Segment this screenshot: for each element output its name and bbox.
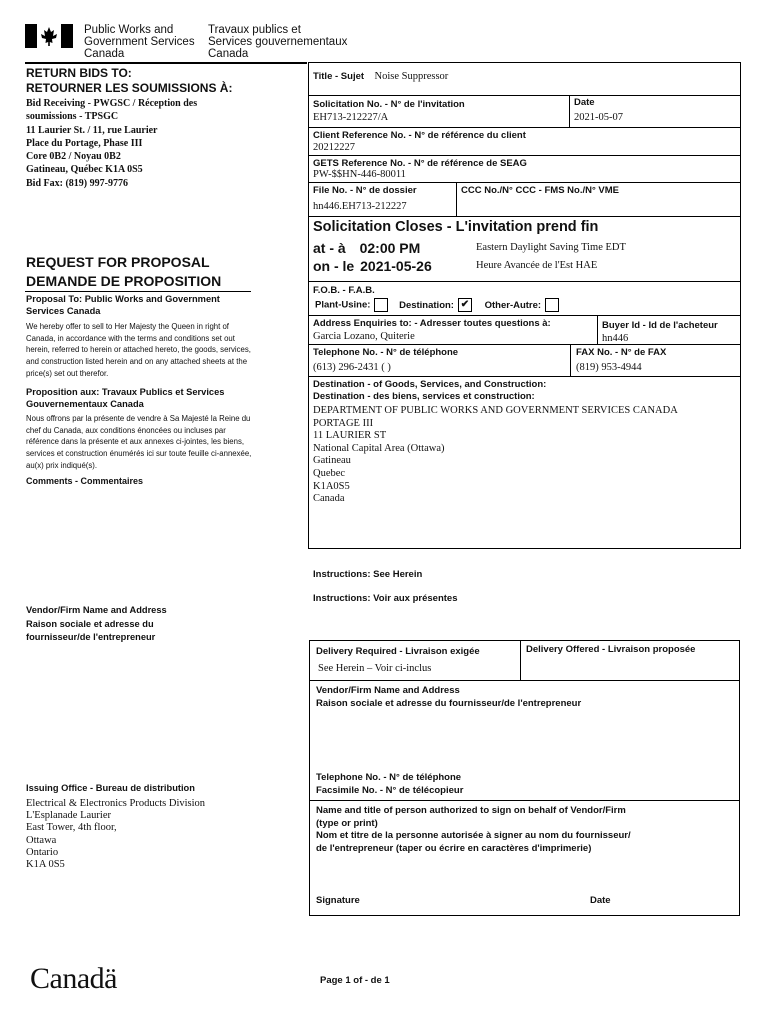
signature-label: Signature bbox=[316, 895, 360, 906]
row-divider bbox=[309, 680, 740, 681]
address-enquiries-value: Garcia Lozano, Quiterie bbox=[313, 331, 415, 342]
destination-line: 11 LAURIER ST bbox=[313, 430, 387, 442]
destination-line: Canada bbox=[313, 493, 345, 505]
signer-label-line: Nom et titre de la personne autorisée à signer au nom du fournisseur/ bbox=[316, 830, 631, 841]
col-divider bbox=[456, 182, 457, 217]
telephone-label: Telephone No. - N° de téléphone bbox=[313, 347, 459, 358]
issuing-line: Ottawa bbox=[26, 834, 57, 846]
address-line: Core 0B2 / Noyau 0B2 bbox=[26, 151, 121, 163]
fax-label: FAX No. - N° de FAX bbox=[576, 347, 667, 358]
row-divider bbox=[308, 155, 741, 156]
divider bbox=[25, 291, 251, 292]
gets-value: PW-$$HN-446-80011 bbox=[313, 169, 406, 180]
page-number: Page 1 of - de 1 bbox=[320, 975, 390, 986]
destination-line: PORTAGE III bbox=[313, 417, 374, 429]
destination-line: Quebec bbox=[313, 467, 346, 479]
buyer-id-value: hn446 bbox=[602, 333, 629, 344]
vendor-label-line: Vendor/Firm Name and Address bbox=[316, 685, 460, 696]
vendor-name-input[interactable] bbox=[314, 714, 734, 766]
closing-date: 2021-05-26 bbox=[360, 258, 432, 274]
department-name-fr bbox=[208, 24, 347, 60]
instructions-fr: Instructions: Voir aux présentes bbox=[313, 593, 458, 604]
issuing-line: East Tower, 4th floor, bbox=[26, 822, 117, 834]
client-ref-label: Client Reference No. - N° de référence du client bbox=[313, 130, 526, 141]
return-bids-title-en: RETURN BIDS TO: bbox=[26, 66, 132, 80]
return-bids-address bbox=[26, 97, 197, 190]
dept-fr-line: Travaux publics et bbox=[208, 24, 301, 36]
file-value: hn446.EH713-212227 bbox=[313, 201, 407, 212]
vendor-left-line: fournisseur/de l'entrepreneur bbox=[26, 632, 156, 642]
title-field bbox=[313, 66, 448, 84]
signer-label-line: de l'entrepreneur (taper ou écrire en caractères d'imprimerie) bbox=[316, 842, 592, 854]
address-line: 11 Laurier St. / 11, rue Laurier bbox=[26, 124, 158, 136]
issuing-line: Ontario bbox=[26, 846, 59, 858]
plant-checkbox[interactable] bbox=[374, 298, 388, 312]
dept-en-line: Canada bbox=[84, 48, 125, 60]
row-divider bbox=[308, 182, 741, 183]
col-divider bbox=[570, 344, 571, 377]
vendor-left-line: Raison sociale et adresse du bbox=[26, 618, 154, 629]
signer-label-line: Name and title of person authorized to sign on behalf of Vendor/Firm bbox=[316, 805, 626, 816]
solicitation-label: Solicitation No. - N° de l'invitation bbox=[313, 99, 465, 110]
title-label: Title - Sujet bbox=[313, 71, 365, 82]
row-divider bbox=[308, 376, 741, 377]
comments-label: Comments - Commentaires bbox=[26, 476, 144, 486]
on-label: on - le bbox=[313, 258, 355, 274]
delivery-offered-label: Delivery Offered - Livraison proposée bbox=[526, 644, 696, 655]
fob-options bbox=[315, 298, 559, 312]
header-rule bbox=[25, 62, 307, 64]
row-divider bbox=[308, 95, 741, 96]
address-line: Place du Portage, Phase III bbox=[26, 137, 143, 149]
address-line: soumissions - TPSGC bbox=[26, 111, 119, 123]
col-divider bbox=[569, 95, 570, 127]
destination-address bbox=[313, 405, 678, 506]
fax-value: (819) 953-4944 bbox=[576, 362, 642, 373]
dept-en-line: Government Services bbox=[84, 36, 195, 48]
client-ref-value: 20212227 bbox=[313, 142, 355, 153]
file-label: File No. - N° de dossier bbox=[313, 185, 417, 196]
tz-en: Eastern Daylight Saving Time EDT bbox=[476, 242, 626, 253]
vendor-telephone-label: Telephone No. - N° de téléphone bbox=[316, 772, 462, 783]
address-line: Bid Fax: (819) 997-9776 bbox=[26, 177, 128, 189]
department-name-en bbox=[84, 24, 195, 60]
canada-flag-icon bbox=[25, 24, 73, 48]
vendor-name-label bbox=[316, 684, 581, 710]
dept-en-line: Public Works and bbox=[84, 24, 174, 36]
vendor-fax-label: Facsimile No. - N° de télécopieur bbox=[316, 785, 464, 796]
row-divider bbox=[308, 344, 741, 345]
issuing-line: L'Esplanade Laurier bbox=[26, 810, 111, 822]
ccc-label: CCC No./N° CCC - FMS No./N° VME bbox=[461, 185, 620, 196]
vendor-label-line: Raison sociale et adresse du fournisseur/de l'entrepreneur bbox=[316, 698, 582, 709]
issuing-line: Electrical & Electronics Products Division bbox=[26, 798, 206, 809]
address-line: Bid Receiving - PWGSC / Réception des bbox=[26, 98, 198, 109]
signature-date-label: Date bbox=[590, 895, 611, 906]
rfp-title-en: REQUEST FOR PROPOSAL bbox=[26, 254, 210, 270]
delivery-required-value: See Herein – Voir ci-inclus bbox=[318, 663, 432, 674]
tz-fr: Heure Avancée de l'Est HAE bbox=[476, 260, 598, 271]
vendor-contact-label bbox=[316, 771, 463, 797]
vendor-left-line: Vendor/Firm Name and Address bbox=[26, 605, 167, 615]
offer-text-en: We hereby offer to sell to Her Majesty the Queen in right of Canada, in accordance with the terms and conditions set out herein, referred to herein or attached hereto, the goods, services, and construction listed herein and on any attached sheets at the price(s) set out therefor. bbox=[26, 322, 251, 378]
dept-fr-line: Canada bbox=[208, 48, 249, 60]
fob-label: F.O.B. - F.A.B. bbox=[313, 285, 375, 296]
address-line: Gatineau, Québec K1A 0S5 bbox=[26, 164, 143, 176]
row-divider bbox=[308, 315, 741, 316]
telephone-value: (613) 296-2431 ( ) bbox=[313, 362, 391, 373]
proposal-to: Proposal To: Public Works and Government Services Canada bbox=[26, 294, 220, 316]
destination-label: Destination: bbox=[399, 299, 454, 311]
destination-line: DEPARTMENT OF PUBLIC WORKS AND GOVERNMENT SERVICES CANADA bbox=[313, 405, 678, 416]
address-enquiries-label: Address Enquiries to: - Adresser toutes questions à: bbox=[313, 318, 551, 329]
destination-goods-line: Destination - of Goods, Services, and Construction: bbox=[313, 379, 547, 390]
row-divider bbox=[309, 800, 740, 801]
row-divider bbox=[308, 281, 741, 282]
destination-line: National Capital Area (Ottawa) bbox=[313, 442, 445, 454]
issuing-office-address bbox=[26, 798, 205, 871]
offer-text-fr: Nous offrons par la présente de vendre à Sa Majesté la Reine du chef du Canada, aux conditions énoncées ou incluses par référence dans la présente et aux annexes ci-jointes, les biens, services et construction énumérés ici sur toute feuille ci-annexée, au(x) prix indiqué(s). bbox=[26, 414, 252, 470]
closes-title: Solicitation Closes - L'invitation prend fin bbox=[313, 219, 599, 235]
authorized-signer-label bbox=[316, 805, 631, 855]
gets-label: GETS Reference No. - N° de référence de SEAG bbox=[313, 158, 527, 169]
col-divider bbox=[597, 315, 598, 345]
dept-fr-line: Services gouvernementaux bbox=[208, 36, 348, 48]
rfp-title-fr: DEMANDE DE PROPOSITION bbox=[26, 273, 222, 289]
other-label: Other-Autre: bbox=[484, 299, 542, 311]
col-divider bbox=[520, 640, 521, 681]
delivery-required-label: Delivery Required - Livraison exigée bbox=[316, 646, 480, 657]
buyer-id-label: Buyer Id - Id de l'acheteur bbox=[602, 320, 718, 331]
row-divider bbox=[308, 216, 741, 217]
destination-line: Gatineau bbox=[313, 455, 351, 467]
destination-goods-label bbox=[313, 379, 546, 403]
proposition-aux: Proposition aux: Travaux Publics et Services Gouvernementaux Canada bbox=[26, 387, 225, 409]
destination-goods-line: Destination - des biens, services et construction: bbox=[313, 391, 535, 402]
canada-wordmark: Canadä bbox=[30, 962, 117, 995]
closing-time: 02:00 PM bbox=[359, 240, 421, 256]
signer-label-line: (type or print) bbox=[316, 817, 378, 829]
return-bids-title-fr: RETOURNER LES SOUMISSIONS À: bbox=[26, 81, 233, 95]
issuing-office-title: Issuing Office - Bureau de distribution bbox=[26, 783, 195, 793]
row-divider bbox=[308, 127, 741, 128]
return-bids-title bbox=[26, 66, 232, 96]
date-value: 2021-05-07 bbox=[574, 112, 623, 123]
other-checkbox[interactable] bbox=[545, 298, 559, 312]
vendor-left-label bbox=[26, 604, 167, 645]
authorized-signer-input[interactable] bbox=[314, 860, 734, 890]
at-label: at - à bbox=[313, 240, 346, 256]
title-value: Noise Suppressor bbox=[374, 71, 449, 82]
destination-line: K1A0S5 bbox=[313, 480, 350, 492]
date-label: Date bbox=[574, 97, 595, 108]
plant-label: Plant-Usine: bbox=[315, 299, 371, 311]
rfp-title bbox=[26, 253, 221, 291]
destination-checkbox[interactable]: ✔ bbox=[458, 298, 472, 312]
closes-on bbox=[313, 258, 432, 274]
instructions-en: Instructions: See Herein bbox=[313, 569, 423, 580]
closes-at bbox=[313, 240, 420, 256]
solicitation-value: EH713-212227/A bbox=[313, 112, 389, 123]
issuing-line: K1A 0S5 bbox=[26, 859, 65, 871]
